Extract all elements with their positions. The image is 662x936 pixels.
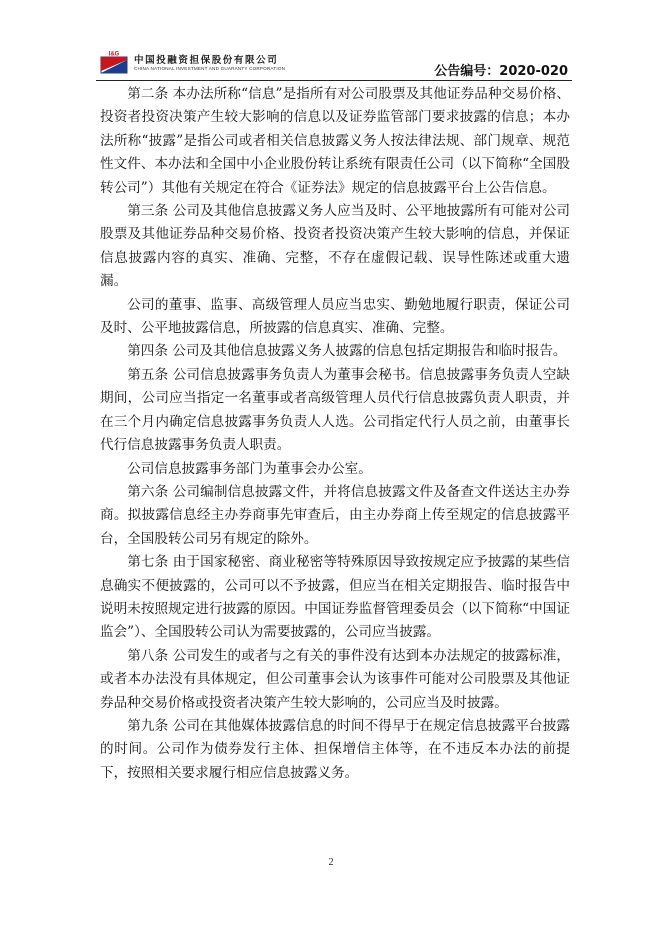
company-name-cn: 中国投融资担保股份有限公司 (134, 55, 279, 66)
company-logo-icon (100, 50, 128, 74)
paragraph-article-2: 第二条 本办法所称“信息”是指所有对公司股票及其他证券品种交易价格、投资者投资决策产生较大影响的信息以及证券监管部门要求披露的信息；本办法所称“披露”是指公司或者相关信息披露义务人按法律法规、部门规章、规范性文件、本办法和全国中小企业股份转让系统有限责任公司（以下简称“全国股转公司”）其他有关规定在符合《证券法》规定的信息披露平台上公告信息。 (100, 86, 570, 196)
paragraph-article-7: 第七条 由于国家秘密、商业秘密等特殊原因导致按规定应予披露的某些信息确实不便披露的，公司可以不予披露，但应当在相关定期报告、临时报告中说明未按照规定进行披露的原因。中国证券监督管理委员会（以下简称“中国证监会”）、全国股转公司认为需要披露的，公司应当披露。 (100, 554, 570, 641)
paragraph-article-3-cont: 公司的董事、监事、高级管理人员应当忠实、勤勉地履行职责，保证公司及时、公平地披露信息，所披露的信息真实、准确、完整。 (100, 296, 570, 337)
paragraph-article-4: 第四条 公司及其他信息披露义务人披露的信息包括定期报告和临时报告。 (127, 343, 567, 360)
paragraph-article-5-cont: 公司信息披露事务部门为董事会办公室。 (127, 460, 372, 477)
company-name-en: CHINA NATIONAL INVESTMENT AND GUARANTY CORPORATION (134, 66, 286, 71)
paragraph-article-8: 第八条 公司发生的或者与之有关的事件没有达到本办法规定的披露标准，或者本办法没有具体规定，但公司董事会认为该事件可能对公司股票及其他证券品种交易价格或投资者决策产生较大影响的，公司应当及时披露。 (100, 647, 570, 711)
paragraph-article-9: 第九条 公司在其他媒体披露信息的时间不得早于在规定信息披露平台披露的时间。公司作为债券发行主体、担保增信主体等，在不违反本办法的前提下，按照相关要求履行相应信息披露义务。 (100, 717, 570, 781)
page-header (96, 46, 572, 81)
notice-number: 公告编号：2020-020 (434, 64, 568, 79)
paragraph-article-5: 第五条 公司信息披露事务负责人为董事会秘书。信息披露事务负责人空缺期间，公司应当指定一名董事或者高级管理人员代行信息披露负责人职责，并在三个月内确定信息披露事务负责人人选。公司指定代行人员之前，由董事长代行信息披露事务负责人职责。 (100, 366, 570, 454)
document-body (100, 83, 570, 785)
page-number: 2 (328, 857, 334, 868)
paragraph-article-3: 第三条 公司及其他信息披露义务人应当及时、公平地披露所有可能对公司股票及其他证券品种交易价格、投资者投资决策产生较大影响的信息，并保证信息披露内容的真实、准确、完整，不存在虚假记载、误导性陈述或重大遗漏。 (100, 203, 570, 290)
logo-text: I&G (108, 51, 120, 58)
paragraph-article-6: 第六条 公司编制信息披露文件，并将信息披露文件及备查文件送达主办券商。拟披露信息经主办券商事先审查后，由主办券商上传至规定的信息披露平台，全国股转公司另有规定的除外。 (100, 483, 570, 547)
